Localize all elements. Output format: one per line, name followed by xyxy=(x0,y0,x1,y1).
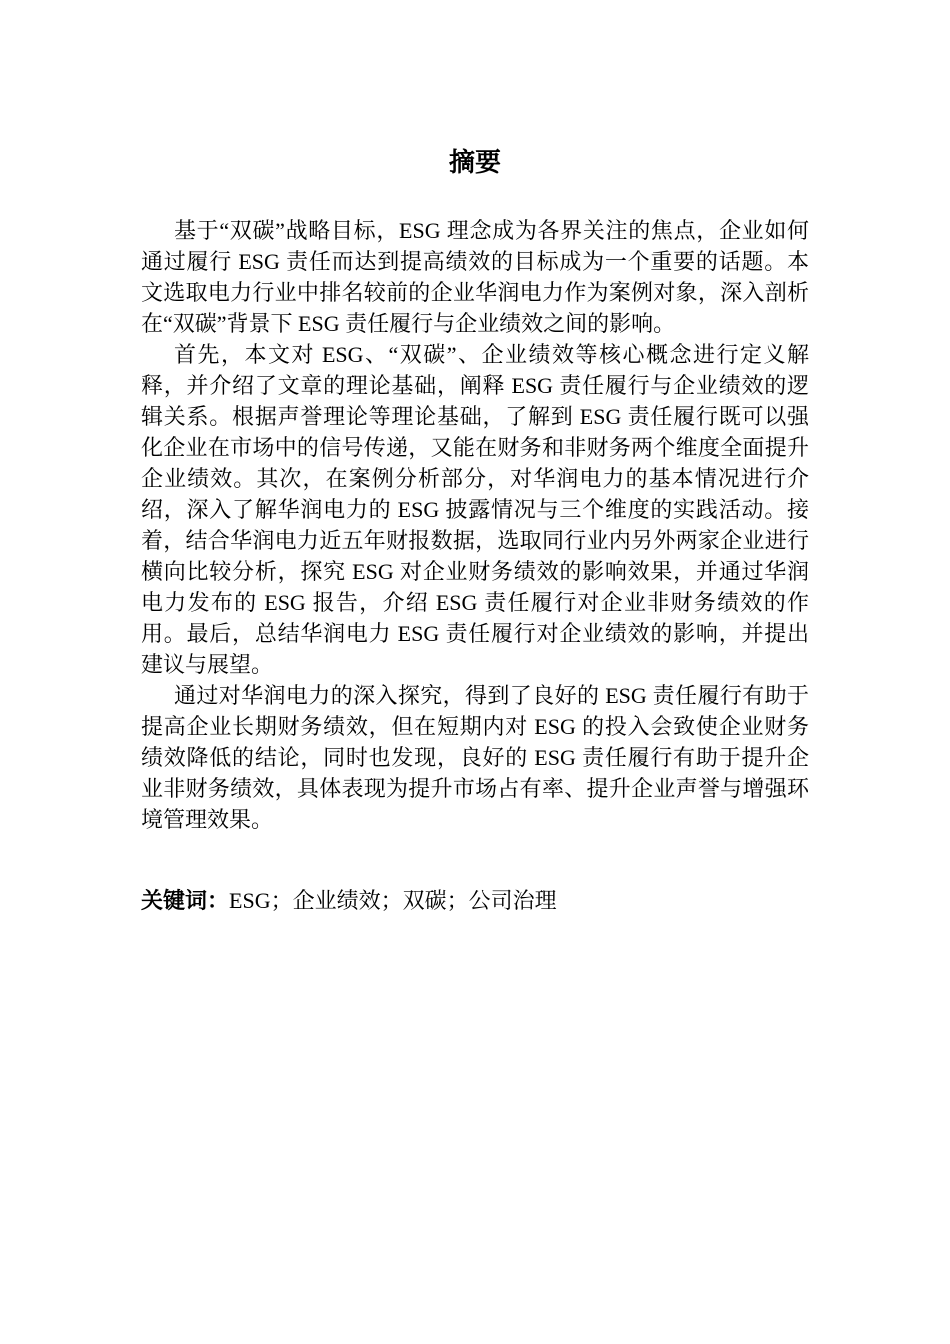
abstract-paragraph-3: 通过对华润电力的深入探究，得到了良好的 ESG 责任履行有助于提高企业长期财务绩效，但在短期内对 ESG 的投入会致使企业财务绩效降低的结论，同时也发现，良好的 ESG 责任履行有助于提升企业非财务绩效，具体表现为提升市场占有率、提升企业声誉与增强环境管理效果。 xyxy=(141,683,809,832)
abstract-paragraph-2: 首先，本文对 ESG、“双碳”、企业绩效等核心概念进行定义解释，并介绍了文章的理论基础，阐释 ESG 责任履行与企业绩效的逻辑关系。根据声誉理论等理论基础，了解到 ESG 责任履行既可以强化企业在市场中的信号传递，又能在财务和非财务两个维度全面提升企业绩效。其次，在案例分析部分，对华润电力的基本情况进行介绍，深入了解华润电力的 ESG 披露情况与三个维度的实践活动。接着，结合华润电力近五年财报数据，选取同行业内另外两家企业进行横向比较分析，探究 ESG 对企业财务绩效的影响效果，并通过华润电力发布的 ESG 报告，介绍 ESG 责任履行对企业非财务绩效的作用。最后，总结华润电力 ESG 责任履行对企业绩效的影响，并提出建议与展望。 xyxy=(141,342,809,677)
abstract-paragraph-1: 基于“双碳”战略目标，ESG 理念成为各界关注的焦点，企业如何通过履行 ESG 责任而达到提高绩效的目标成为一个重要的话题。本文选取电力行业中排名较前的企业华润电力作为案例对象，深入剖析在“双碳”背景下 ESG 责任履行与企业绩效之间的影响。 xyxy=(141,218,809,336)
keywords-label: 关键词： xyxy=(141,888,230,913)
keywords-line xyxy=(141,885,809,916)
keywords-text: ESG；企业绩效；双碳；公司治理 xyxy=(229,888,557,913)
abstract-body xyxy=(141,215,809,835)
page-title: 摘要 xyxy=(448,147,501,177)
